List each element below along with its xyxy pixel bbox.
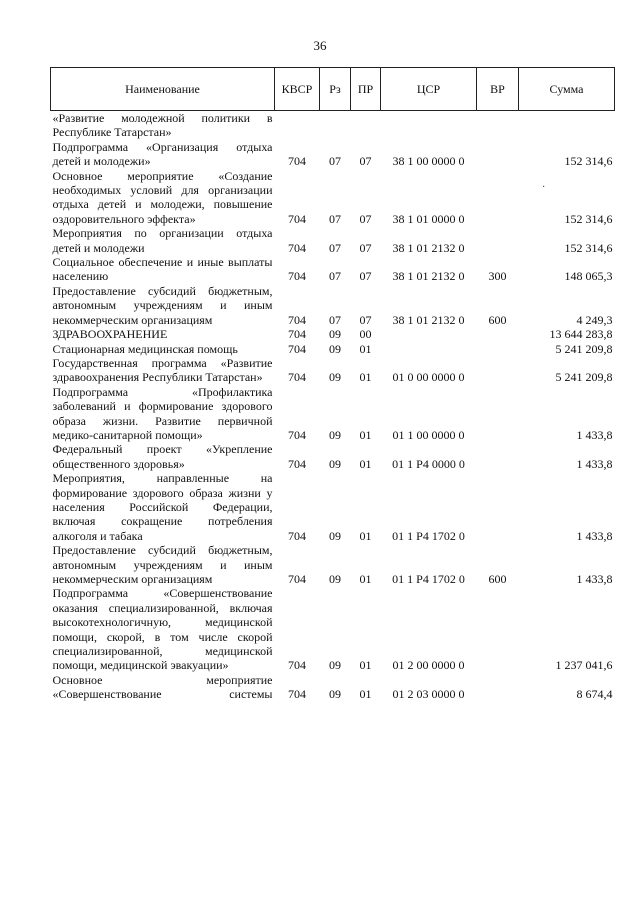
row-sum — [519, 111, 615, 140]
row-kvsr: 704 — [288, 154, 306, 169]
table-row — [51, 169, 615, 227]
row-pr: 01 — [359, 687, 372, 702]
header-sum: Сумма — [519, 68, 615, 111]
row-csr: 01 0 00 0000 0 — [392, 370, 465, 385]
row-vr — [477, 327, 519, 341]
row-csr: 38 1 01 2132 0 — [392, 269, 465, 284]
row-kvsr: 704 — [288, 327, 306, 342]
row-name: Стационарная медицинская помощь — [52, 341, 238, 356]
row-sum: 148 065,3 — [564, 269, 613, 284]
row-vr — [477, 356, 519, 385]
row-csr: 01 1 00 0000 0 — [392, 427, 465, 442]
row-vr: 300 — [488, 269, 507, 284]
row-name: Подпрограмма «Организация отдыха детей и молодежи» — [52, 139, 273, 169]
row-pr: 07 — [359, 211, 372, 226]
row-kvsr: 704 — [288, 528, 306, 543]
table-row — [51, 140, 615, 169]
row-pr: 01 — [359, 370, 372, 385]
row-pr: 01 — [359, 528, 372, 543]
row-vr: 600 — [488, 572, 507, 586]
row-sum: 1 433,8 — [576, 456, 613, 471]
page-number: 36 — [313, 38, 327, 53]
row-name: Социальное обеспечение и иные выплаты населению — [52, 255, 273, 284]
header-name: Наименование — [51, 68, 275, 111]
row-rz: 09 — [329, 370, 341, 385]
row-sum: 5 241 209,8 — [555, 370, 613, 385]
row-csr — [381, 327, 477, 341]
row-sum: 8 674,4 — [576, 687, 613, 702]
row-csr: 01 2 03 0000 0 — [392, 687, 465, 702]
scan-speck: · — [542, 182, 546, 193]
row-sum: 1 433,8 — [576, 528, 613, 543]
row-pr: 01 — [359, 572, 372, 586]
row-kvsr: 704 — [288, 312, 306, 327]
row-sum: 4 249,3 — [576, 312, 613, 327]
row-kvsr: 704 — [288, 341, 306, 356]
row-name: Мероприятия по организации отдыха детей и молодежи — [52, 226, 273, 255]
row-vr — [477, 111, 519, 140]
row-kvsr: 704 — [288, 456, 306, 471]
row-csr: 01 1 P4 1702 0 — [392, 528, 465, 543]
row-name: Государственная программа «Развитие здравоохранения Республики Татарстан» — [52, 355, 273, 385]
table-row — [51, 442, 615, 471]
table-row — [51, 284, 615, 327]
budget-table — [50, 67, 615, 702]
row-sum: 1 433,8 — [576, 427, 613, 442]
table-row — [51, 673, 615, 702]
row-kvsr: 704 — [288, 687, 306, 702]
row-rz: 09 — [329, 658, 341, 673]
row-sum: 1 433,8 — [576, 572, 613, 586]
row-vr — [477, 442, 519, 471]
row-pr: 07 — [359, 240, 372, 255]
table-row — [51, 543, 615, 586]
row-rz: 09 — [329, 456, 341, 471]
header-vr: ВР — [477, 68, 519, 111]
table-row — [51, 385, 615, 443]
row-name: ЗДРАВООХРАНЕНИЕ — [52, 327, 168, 342]
table-body — [51, 111, 615, 702]
row-rz: 07 — [329, 154, 341, 169]
row-csr: 01 1 P4 0000 0 — [392, 456, 465, 471]
row-kvsr: 704 — [288, 658, 306, 673]
row-kvsr: 704 — [288, 240, 306, 255]
row-rz: 09 — [329, 572, 341, 586]
row-name: Предоставление субсидий бюджетным, автономным учреждениям и иным некоммерческим организациям — [52, 543, 273, 586]
table-row — [51, 342, 615, 356]
row-vr — [477, 140, 519, 169]
row-csr: 01 1 P4 1702 0 — [392, 572, 465, 586]
header-pr: ПР — [351, 68, 381, 111]
row-sum: 1 237 041,6 — [555, 658, 613, 673]
row-name: Основное мероприятие «Создание необходимых условий для организации отдыха детей и молодежи, повышение оздоровительного эффекта» — [52, 168, 273, 226]
row-rz: 07 — [329, 240, 341, 255]
row-vr — [477, 342, 519, 356]
row-kvsr: 704 — [288, 572, 306, 586]
row-rz: 09 — [329, 687, 341, 702]
row-csr — [381, 342, 477, 356]
row-sum: 152 314,6 — [564, 154, 613, 169]
row-name: Федеральный проект «Укрепление общественного здоровья» — [52, 442, 273, 471]
row-rz: 07 — [329, 211, 341, 226]
row-name: Основное мероприятие «Совершенствование системы — [52, 672, 273, 702]
row-rz: 09 — [329, 341, 341, 356]
row-rz: 07 — [329, 312, 341, 327]
row-csr: 38 1 01 0000 0 — [392, 211, 465, 226]
row-csr: 38 1 01 2132 0 — [392, 312, 465, 327]
table-row — [51, 471, 615, 543]
row-pr — [351, 111, 381, 140]
row-name: Предоставление субсидий бюджетным, автономным учреждениям и иным некоммерческим организациям — [52, 283, 273, 327]
table-row — [51, 327, 615, 341]
row-sum: 13 644 283,8 — [549, 327, 613, 342]
row-rz: 07 — [329, 269, 341, 284]
row-pr: 00 — [359, 327, 372, 342]
table-row — [51, 111, 615, 140]
row-pr: 07 — [359, 312, 372, 327]
row-pr: 01 — [359, 456, 372, 471]
row-sum: 152 314,6 — [564, 240, 613, 255]
row-vr — [477, 586, 519, 672]
row-kvsr: 704 — [288, 211, 306, 226]
row-kvsr: 704 — [288, 269, 306, 284]
row-name: Подпрограмма «Профилактика заболеваний и формирование здорового образа жизни. Развитие первичной медико-санитарной помощи» — [52, 384, 273, 442]
row-sum: 5 241 209,8 — [555, 341, 613, 356]
row-name: Мероприятия, направленные на формирование здорового образа жизни у населения Российской Федерации, включая сокращение потребления алкоголя и табака — [52, 471, 273, 543]
table-row — [51, 356, 615, 385]
table-header — [51, 68, 615, 111]
row-vr — [477, 673, 519, 702]
row-name: «Развитие молодежной политики в Республике Татарстан» — [52, 111, 273, 140]
row-vr — [477, 226, 519, 255]
row-sum: 152 314,6 — [564, 211, 613, 226]
row-rz — [320, 111, 351, 140]
row-csr: 01 2 00 0000 0 — [392, 658, 465, 673]
row-csr — [381, 111, 477, 140]
row-kvsr: 704 — [288, 427, 306, 442]
row-csr: 38 1 00 0000 0 — [392, 154, 465, 169]
row-vr — [477, 169, 519, 227]
row-vr — [477, 385, 519, 443]
header-kvsr: КВСР — [275, 68, 320, 111]
row-pr: 01 — [359, 341, 372, 356]
row-pr: 07 — [359, 269, 372, 284]
row-kvsr — [275, 111, 320, 140]
row-vr: 600 — [488, 312, 507, 327]
row-pr: 01 — [359, 427, 372, 442]
header-rz: Рз — [320, 68, 351, 111]
header-csr: ЦСР — [381, 68, 477, 111]
row-vr — [477, 471, 519, 543]
table-row — [51, 226, 615, 255]
row-csr: 38 1 01 2132 0 — [392, 240, 465, 255]
row-rz: 09 — [329, 427, 341, 442]
table-row — [51, 586, 615, 672]
row-kvsr: 704 — [288, 370, 306, 385]
table-row — [51, 255, 615, 284]
row-pr: 07 — [359, 154, 372, 169]
row-rz: 09 — [329, 528, 341, 543]
row-pr: 01 — [359, 658, 372, 673]
row-rz: 09 — [329, 327, 341, 342]
row-name: Подпрограмма «Совершенствование оказания специализированной, включая высокотехнологичную, медицинской помощи, скорой, в том числе скорой специализированной, медицинской помощи, медицинской эвакуации» — [52, 586, 273, 673]
